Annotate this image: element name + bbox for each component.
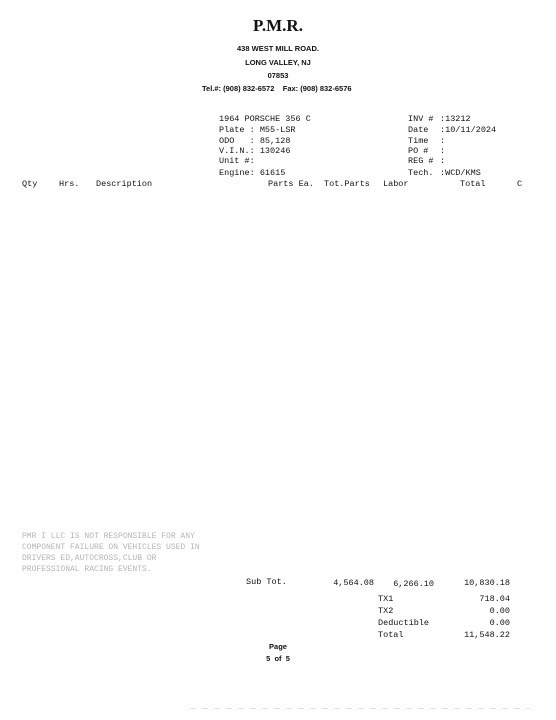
vehicle-field-value: M55-LSR	[259, 125, 296, 135]
subtotal-total: 10,830.18	[464, 578, 510, 588]
grand-total-value: 11,548.22	[464, 630, 510, 640]
invoice-field-tech-value: :WCD/KMS	[440, 168, 481, 178]
column-header-c: C	[517, 179, 523, 189]
vehicle-field-value: 85,128	[259, 136, 291, 146]
invoice-field-date-value: :10/11/2024	[440, 125, 497, 135]
invoice-field-time	[408, 136, 428, 146]
invoice-field-label: INV #	[408, 114, 434, 124]
vehicle-title: 1964 PORSCHE 356 C	[219, 114, 311, 124]
vehicle-field-vin	[219, 146, 290, 156]
page-number: 5 of 5	[266, 654, 290, 663]
tax1-label: TX1	[378, 594, 394, 604]
tax2-label: TX2	[378, 606, 394, 616]
invoice-field-po	[408, 146, 428, 156]
invoice-field-time-value: :	[440, 136, 446, 146]
shop-zip: 07853	[267, 71, 289, 80]
invoice-field-label: Date	[408, 125, 429, 135]
invoice-field-po-value: :	[440, 146, 446, 156]
vehicle-field-label: Engine:	[219, 168, 255, 178]
invoice-field-inv	[408, 114, 434, 124]
tax2-value: 0.00	[489, 606, 510, 616]
column-header-labor: Labor	[383, 179, 409, 189]
disclaimer-line: COMPONENT FAILURE ON VEHICLES USED IN	[22, 543, 200, 552]
page-label: Page	[269, 642, 287, 651]
grand-total-label: Total	[378, 630, 404, 640]
disclaimer-line: PROFESSIONAL RACING EVENTS.	[22, 565, 152, 574]
invoice-field-reg	[408, 156, 434, 166]
vehicle-field-value: 61615	[259, 168, 286, 178]
invoice-field-reg-value: :	[440, 156, 446, 166]
subtotal-labor: 6,266.10	[393, 579, 434, 589]
tax1-value: 718.04	[479, 594, 510, 604]
deductible-label: Deductible	[378, 618, 430, 628]
disclaimer-line: PMR I LLC IS NOT RESPONSIBLE FOR ANY	[22, 532, 195, 541]
vehicle-field-label: Plate :	[219, 125, 255, 135]
invoice-field-label: PO #	[408, 146, 429, 156]
invoice-field-tech	[408, 168, 434, 178]
shop-phones: Tel.#: (908) 832-6572 Fax: (908) 832-6576	[202, 84, 352, 93]
vehicle-field-engine	[219, 168, 285, 178]
shop-address-line2: LONG VALLEY, NJ	[245, 58, 311, 67]
column-header-hrs: Hrs.	[59, 179, 80, 189]
invoice-field-inv-value: :13212	[440, 114, 471, 124]
invoice-field-value: WCD/KMS	[445, 168, 481, 178]
invoice-field-label: REG #	[408, 156, 434, 166]
vehicle-field-unit	[219, 156, 260, 166]
subtotal-label: Sub Tot.	[246, 577, 287, 587]
disclaimer-line: DRIVERS ED,AUTOCROSS,CLUB OR	[22, 554, 157, 563]
column-header-description: Description	[96, 179, 153, 189]
vehicle-field-plate	[219, 125, 296, 135]
invoice-field-value: 10/11/2024	[445, 125, 497, 135]
vehicle-field-label: ODO :	[219, 136, 255, 146]
disclaimer	[22, 531, 200, 575]
subtotal-parts: 4,564.08	[333, 578, 374, 588]
invoice-field-label: Time	[408, 136, 429, 146]
column-header-qty: Qty	[22, 179, 38, 189]
column-header-parts-ea: Parts Ea.	[268, 179, 314, 189]
deductible-value: 0.00	[489, 618, 510, 628]
vehicle-field-label: V.I.N.:	[219, 146, 255, 156]
invoice-field-label: Tech.	[408, 168, 434, 178]
invoice-field-value: 13212	[445, 114, 471, 124]
invoice-field-date	[408, 125, 428, 135]
scan-artifact-line	[190, 708, 530, 709]
shop-address-line1: 438 WEST MILL ROAD.	[237, 44, 319, 53]
vehicle-field-value: 130246	[259, 146, 291, 156]
vehicle-field-label: Unit #:	[219, 156, 255, 166]
column-header-total: Total	[460, 179, 486, 189]
column-header-tot-parts: Tot.Parts	[324, 179, 370, 189]
shop-name: P.M.R.	[253, 16, 303, 35]
vehicle-field-odo	[219, 136, 290, 146]
